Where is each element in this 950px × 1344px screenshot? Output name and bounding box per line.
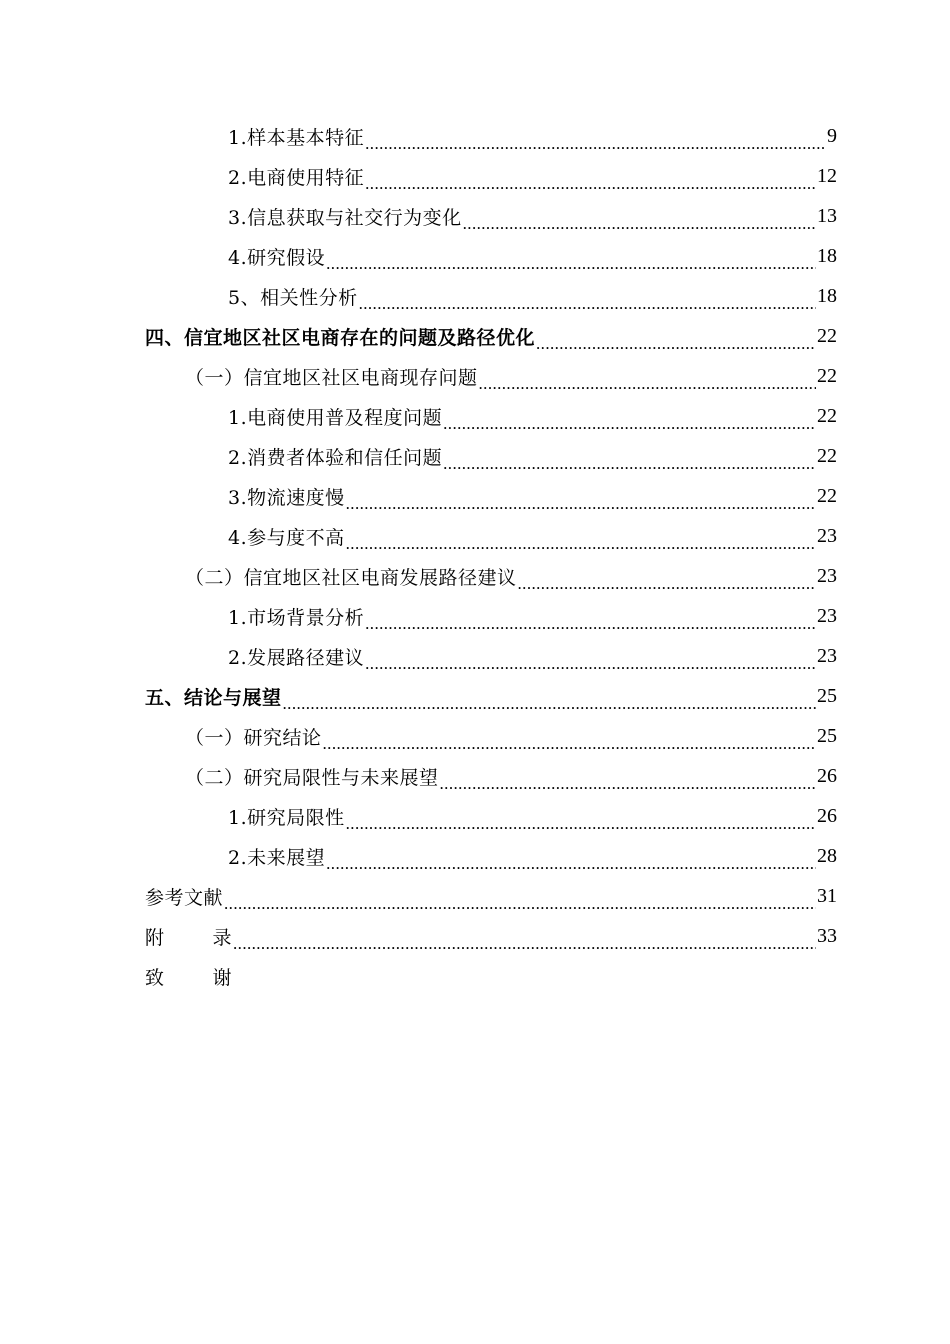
toc-chapter-entry[interactable] [0, 316, 950, 356]
toc-entry[interactable] [0, 196, 950, 236]
toc-entry-title: 2.未来展望 [228, 846, 326, 869]
dot-leader [463, 212, 816, 236]
dot-leader [365, 132, 826, 156]
toc-entry-page: 13 [817, 204, 837, 227]
toc-entry-page: 23 [817, 524, 837, 547]
toc-entry-title: 2.消费者体验和信任问题 [228, 446, 443, 469]
toc-entry[interactable] [0, 156, 950, 196]
toc-entry-title: 4.参与度不高 [228, 526, 345, 549]
toc-entry-page: 25 [817, 724, 837, 747]
dot-leader [346, 492, 816, 516]
toc-entry-appendix[interactable] [0, 916, 950, 956]
dot-leader [359, 292, 816, 316]
toc-entry[interactable] [0, 516, 950, 556]
toc-entry[interactable] [0, 796, 950, 836]
toc-entry-page: 31 [817, 884, 837, 907]
toc-entry-title: 3.信息获取与社交行为变化 [228, 206, 462, 229]
dot-leader [365, 652, 816, 676]
dot-leader [346, 812, 816, 836]
toc-section-entry[interactable] [0, 716, 950, 756]
toc-entry-page: 22 [817, 364, 837, 387]
toc-entry-title: 1.市场背景分析 [228, 606, 365, 629]
dot-leader [326, 852, 816, 876]
toc-entry-title: （一）研究结论 [185, 726, 322, 749]
dot-leader [365, 172, 816, 196]
toc-entry[interactable] [0, 836, 950, 876]
toc-entry-page: 18 [817, 284, 837, 307]
toc-entry-page: 26 [817, 804, 837, 827]
toc-section-entry[interactable] [0, 356, 950, 396]
toc-entry-title: 1.电商使用普及程度问题 [228, 406, 443, 429]
toc-entry-title-char: 录 [212, 926, 233, 949]
toc-entry-title: 四、信宜地区社区电商存在的问题及路径优化 [145, 326, 536, 349]
dot-leader [323, 732, 816, 756]
table-of-contents [0, 116, 950, 996]
toc-entry-title [145, 963, 232, 990]
toc-entry-page: 22 [817, 404, 837, 427]
toc-entry[interactable] [0, 636, 950, 676]
toc-entry-page: 9 [827, 124, 837, 147]
toc-entry-page: 22 [817, 444, 837, 467]
dot-leader [536, 332, 816, 356]
toc-entry-page: 28 [817, 844, 837, 867]
toc-entry-title: 4.研究假设 [228, 246, 326, 269]
toc-entry-page: 26 [817, 764, 837, 787]
toc-entry-title: 1.研究局限性 [228, 806, 345, 829]
dot-leader [326, 252, 816, 276]
toc-section-entry[interactable] [0, 556, 950, 596]
toc-entry[interactable] [0, 236, 950, 276]
toc-entry-title: 2.电商使用特征 [228, 166, 365, 189]
toc-entry[interactable] [0, 596, 950, 636]
toc-entry-page: 23 [817, 564, 837, 587]
toc-entry[interactable] [0, 476, 950, 516]
toc-entry-title: （一）信宜地区社区电商现存问题 [185, 366, 478, 389]
dot-leader [233, 932, 816, 956]
toc-entry-page: 23 [817, 644, 837, 667]
toc-entry-title: （二）研究局限性与未来展望 [185, 766, 439, 789]
toc-entry-title: 2.发展路径建议 [228, 646, 365, 669]
toc-entry-page: 23 [817, 604, 837, 627]
toc-entry-title: 5、相关性分析 [228, 286, 358, 309]
toc-entry-acknowledgements[interactable] [0, 956, 950, 996]
toc-entry-title: 3.物流速度慢 [228, 486, 345, 509]
toc-entry-title: （二）信宜地区社区电商发展路径建议 [185, 566, 517, 589]
toc-entry-title-char: 致 [145, 966, 165, 989]
toc-entry-title [145, 923, 232, 950]
toc-entry[interactable] [0, 396, 950, 436]
dot-leader [224, 892, 816, 916]
toc-entry-references[interactable] [0, 876, 950, 916]
toc-entry-page: 25 [817, 684, 837, 707]
toc-entry-title-char: 附 [145, 926, 165, 949]
dot-leader [346, 532, 816, 556]
toc-entry-title: 五、结论与展望 [145, 686, 282, 709]
toc-entry-page: 22 [817, 484, 837, 507]
toc-entry[interactable] [0, 116, 950, 156]
dot-leader [443, 452, 816, 476]
toc-entry-page: 33 [817, 924, 837, 947]
dot-leader [365, 612, 816, 636]
toc-entry-title-char: 谢 [212, 966, 233, 989]
toc-entry-title: 参考文献 [145, 886, 224, 909]
toc-entry[interactable] [0, 436, 950, 476]
dot-leader [440, 772, 816, 796]
dot-leader [479, 372, 816, 396]
toc-entry[interactable] [0, 276, 950, 316]
toc-section-entry[interactable] [0, 756, 950, 796]
toc-entry-title: 1.样本基本特征 [228, 126, 365, 149]
toc-entry-page: 12 [817, 164, 837, 187]
toc-entry-page: 18 [817, 244, 837, 267]
toc-entry-page: 22 [817, 324, 837, 347]
dot-leader [283, 692, 816, 716]
dot-leader [443, 412, 816, 436]
toc-chapter-entry[interactable] [0, 676, 950, 716]
dot-leader [518, 572, 816, 596]
